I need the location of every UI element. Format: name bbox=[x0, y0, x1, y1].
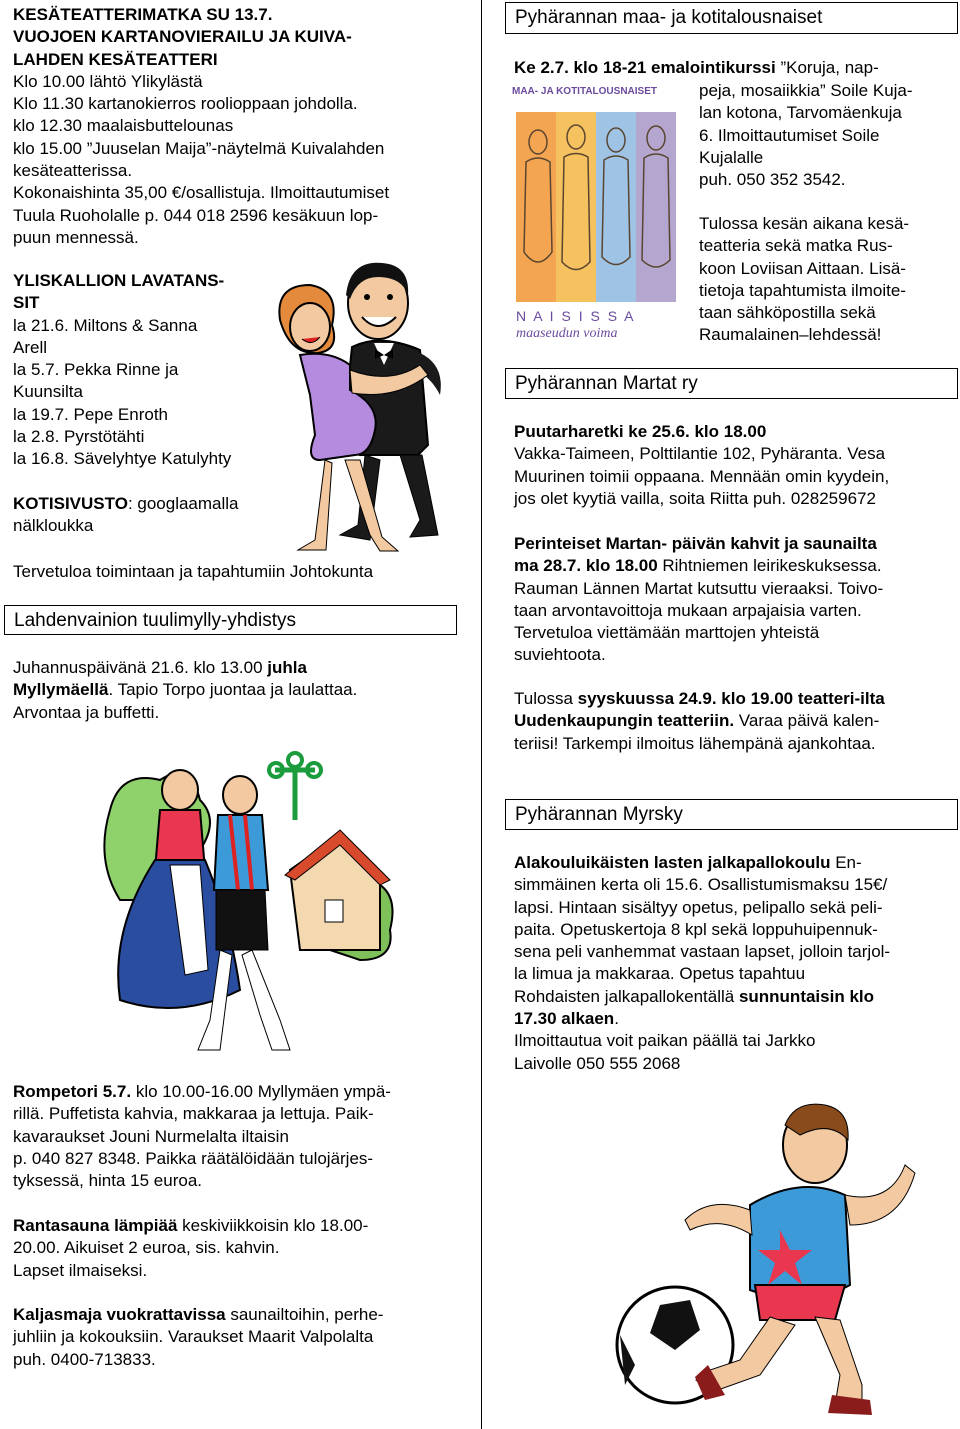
upcoming-text: teatteria sekä matka Rus- bbox=[699, 236, 893, 256]
football-text: la limua ja makkaraa. Opetus tapahtuu bbox=[514, 964, 806, 984]
martta-day-text: Tervetuloa viettämään marttojen yhteistä bbox=[514, 623, 820, 643]
home-page-note bbox=[13, 493, 239, 538]
football-bold: sunnuntaisin klo bbox=[738, 986, 874, 1006]
upcoming-text: Tulossa kesän aikana kesä- bbox=[699, 214, 910, 233]
martta-day-text: Rihtniemen leirikeskuksessa. bbox=[657, 556, 882, 576]
martta-day-text: suviehtoota. bbox=[514, 645, 606, 665]
midsummer-text: Juhannuspäivänä 21.6. klo 13.00 bbox=[13, 658, 268, 677]
martta-day-date: ma 28.7. klo 18.00 bbox=[514, 556, 658, 576]
theater-evening-event bbox=[514, 688, 885, 755]
dance-line: la 16.8. Sävelyhtye Katulyhty bbox=[13, 449, 232, 469]
upcoming-text: taan sähköpostilla sekä bbox=[699, 303, 876, 323]
football-text: . bbox=[614, 1009, 619, 1029]
football-title: Alakouluikäisten lasten jalkapallokoulu bbox=[514, 853, 831, 872]
theater-evening-text: Tulossa bbox=[514, 689, 578, 708]
upcoming-text: tietoja tapahtumista ilmoite- bbox=[699, 280, 906, 300]
flea-market-text: rillä. Puffetista kahvia, makkaraa ja lettuja. Paik- bbox=[13, 1104, 374, 1124]
sauna-bold: Rantasauna lämpiää bbox=[13, 1216, 178, 1235]
trip-title-1: KESÄTEATTERIMATKA SU 13.7. bbox=[13, 5, 273, 24]
logo-bottom-text-1: N A I S I S S A bbox=[516, 308, 636, 324]
football-text: sena peli vanhemmat vastaan lapset, jolloin tarjol- bbox=[514, 942, 891, 962]
dances-title-1: YLISKALLION LAVATANS- bbox=[13, 271, 225, 290]
football-text: simmäinen kerta oli 15.6. Osallistumismaksu 15€/ bbox=[514, 875, 888, 895]
dance-line: la 19.7. Pepe Enroth bbox=[13, 404, 169, 424]
theater-evening-text: Varaa päivä kalen- bbox=[734, 711, 880, 731]
football-text: Rohdaisten jalkapallokentällä bbox=[514, 986, 739, 1006]
home-page-text-2: nälkloukka bbox=[13, 516, 94, 536]
hut-rental-info bbox=[13, 1304, 383, 1371]
football-bold: 17.30 alkaen bbox=[514, 1009, 615, 1029]
trip-title-3: LAHDEN KESÄTEATTERI bbox=[13, 49, 218, 69]
dance-line: Kuunsilta bbox=[13, 382, 83, 402]
trip-line: puun mennessä. bbox=[13, 227, 139, 247]
flea-market-event bbox=[13, 1081, 391, 1192]
sauna-text: 20.00. Aikuiset 2 euroa, sis. kahvin. bbox=[13, 1238, 280, 1258]
flea-market-bold: Rompetori 5.7. bbox=[13, 1082, 132, 1101]
hut-rental-text: puh. 0400-713833. bbox=[13, 1349, 156, 1369]
theater-evening-bold: syyskuussa 24.9. klo 19.00 teatteri-ilta bbox=[577, 689, 885, 708]
course-text: peja, mosaiikkia” Soile Kuja- bbox=[699, 81, 913, 100]
myrsky-header: Pyhärannan Myrsky bbox=[505, 799, 958, 830]
martta-day-title: Perinteiset Martan- päivän kahvit ja saunailta bbox=[514, 534, 877, 553]
midsummer-event bbox=[13, 657, 357, 724]
garden-trip-text: Vakka-Taimeen, Polttilantie 102, Pyhäranta. Vesa bbox=[514, 444, 886, 464]
logo-bottom-text-2: maaseudun voima bbox=[516, 326, 618, 341]
welcome-line: Tervetuloa toimintaan ja tapahtumiin Johtokunta bbox=[13, 562, 374, 581]
course-text: 6. Ilmoittautumiset Soile bbox=[699, 125, 880, 145]
dance-schedule-section bbox=[13, 270, 231, 471]
theater-evening-text: teriisi! Tarkempi ilmoitus lähempänä ajankohtaa. bbox=[514, 733, 876, 753]
midsummer-bold-place: Myllymäellä bbox=[13, 680, 109, 700]
trip-line: Tuula Ruoholalle p. 044 018 2596 kesäkuun lop- bbox=[13, 205, 379, 225]
housewives-course-details bbox=[699, 80, 913, 191]
sauna-text: keskiviikkoisin klo 18.00- bbox=[177, 1216, 369, 1235]
sauna-text: Lapset ilmaiseksi. bbox=[13, 1260, 148, 1280]
trip-line: kesäteatterissa. bbox=[13, 161, 133, 181]
trip-line: Klo 10.00 lähtö Ylikylästä bbox=[13, 71, 203, 91]
dance-line: la 5.7. Pekka Rinne ja bbox=[13, 360, 179, 380]
flea-market-text: kavaraukset Jouni Nurmelalta iltaisin bbox=[13, 1126, 289, 1146]
midsummer-text-3: Arvontaa ja buffetti. bbox=[13, 702, 160, 722]
course-bold: Ke 2.7. klo 18-21 emalointikurssi bbox=[514, 58, 776, 77]
housewives-logo bbox=[512, 86, 684, 346]
course-text: lan kotona, Tarvomäenkuja bbox=[699, 103, 902, 123]
upcoming-text: koon Loviisan Aittaan. Lisä- bbox=[699, 258, 906, 278]
theater-trip-section bbox=[13, 4, 389, 249]
football-text: lapsi. Hintaan sisältyy opetus, pelipallo sekä peli- bbox=[514, 897, 883, 917]
trip-title-2: VUOJOEN KARTANOVIERAILU JA KUIVA- bbox=[13, 27, 352, 47]
course-text: Kujalalle bbox=[699, 147, 764, 167]
dance-line: la 21.6. Miltons & Sanna bbox=[13, 315, 198, 335]
football-text: paita. Opetuskertoja 8 kpl sekä loppuhuipennuk- bbox=[514, 919, 878, 939]
dances-title-2: SIT bbox=[13, 293, 40, 313]
garden-trip-event bbox=[514, 421, 889, 510]
football-text: Ilmoittautua voit paikan päällä tai Jarkko bbox=[514, 1031, 816, 1051]
folk-dancers-illustration bbox=[90, 750, 420, 1070]
martta-day-event bbox=[514, 533, 883, 667]
home-page-label: KOTISIVUSTO bbox=[13, 494, 128, 513]
housewives-course-line bbox=[514, 57, 879, 79]
dance-line: la 2.8. Pyrstötähti bbox=[13, 427, 145, 447]
flea-market-text: p. 040 827 8348. Paikka räätälöidään tulojärjes- bbox=[13, 1148, 374, 1168]
garden-trip-text: jos olet kyytiä vailla, soita Riitta puh. 028259672 bbox=[514, 488, 876, 508]
midsummer-text-2: . Tapio Torpo juontaa ja laulattaa. bbox=[108, 680, 358, 700]
housewives-upcoming bbox=[699, 213, 909, 347]
flea-market-text: klo 10.00-16.00 Myllymäen ympä- bbox=[131, 1082, 391, 1101]
housewives-header: Pyhärannan maa- ja kotitalousnaiset bbox=[505, 2, 958, 34]
garden-trip-title: Puutarharetki ke 25.6. klo 18.00 bbox=[514, 422, 767, 441]
football-school-event bbox=[514, 852, 890, 1075]
home-page-text: : googlaamalla bbox=[127, 494, 239, 513]
column-divider bbox=[481, 0, 482, 1429]
hut-rental-bold: Kaljasmaja vuokrattavissa bbox=[13, 1305, 226, 1324]
garden-trip-text: Muurinen toimii oppaana. Mennään omin kyydein, bbox=[514, 466, 890, 486]
midsummer-bold: juhla bbox=[267, 658, 307, 677]
theater-evening-bold: Uudenkaupungin teatteriin. bbox=[514, 711, 735, 731]
trip-line: Kokonaishinta 35,00 €/osallistuja. Ilmoittautumiset bbox=[13, 183, 390, 203]
football-text: En- bbox=[830, 853, 862, 872]
trip-line: klo 12.30 maalaisbuttelounas bbox=[13, 116, 234, 136]
upcoming-text: Raumalainen–lehdessä! bbox=[699, 325, 882, 345]
logo-top-text: MAA- JA KOTITALOUSNAISET bbox=[512, 86, 657, 97]
hut-rental-text: saunailtoihin, perhe- bbox=[225, 1305, 384, 1324]
martat-header: Pyhärannan Martat ry bbox=[505, 368, 958, 399]
football-player-illustration bbox=[600, 1095, 930, 1425]
martta-day-text: Rauman Lännen Martat kutsuttu vieraaksi. Toivo- bbox=[514, 578, 884, 598]
flea-market-text: tyksessä, hinta 15 euroa. bbox=[13, 1171, 203, 1191]
course-text: ”Koruja, nap- bbox=[775, 58, 879, 77]
trip-line: Klo 11.30 kartanokierros roolioppaan johdolla. bbox=[13, 94, 358, 114]
logo-figures bbox=[516, 102, 680, 302]
hut-rental-text: juhliin ja kokouksiin. Varaukset Maarit Valpolalta bbox=[13, 1327, 374, 1347]
dancing-couple-illustration bbox=[270, 255, 460, 560]
football-text: Laivolle 050 555 2068 bbox=[514, 1053, 681, 1073]
course-text: puh. 050 352 3542. bbox=[699, 170, 846, 190]
martta-day-text: taan arvontavoittoja mukaan arpajaisia varten. bbox=[514, 600, 862, 620]
dance-line: Arell bbox=[13, 337, 48, 357]
sauna-info bbox=[13, 1215, 368, 1282]
trip-line: klo 15.00 ”Juuselan Maija”-näytelmä Kuivalahden bbox=[13, 138, 385, 158]
mill-association-header: Lahdenvainion tuulimylly-yhdistys bbox=[4, 605, 457, 635]
